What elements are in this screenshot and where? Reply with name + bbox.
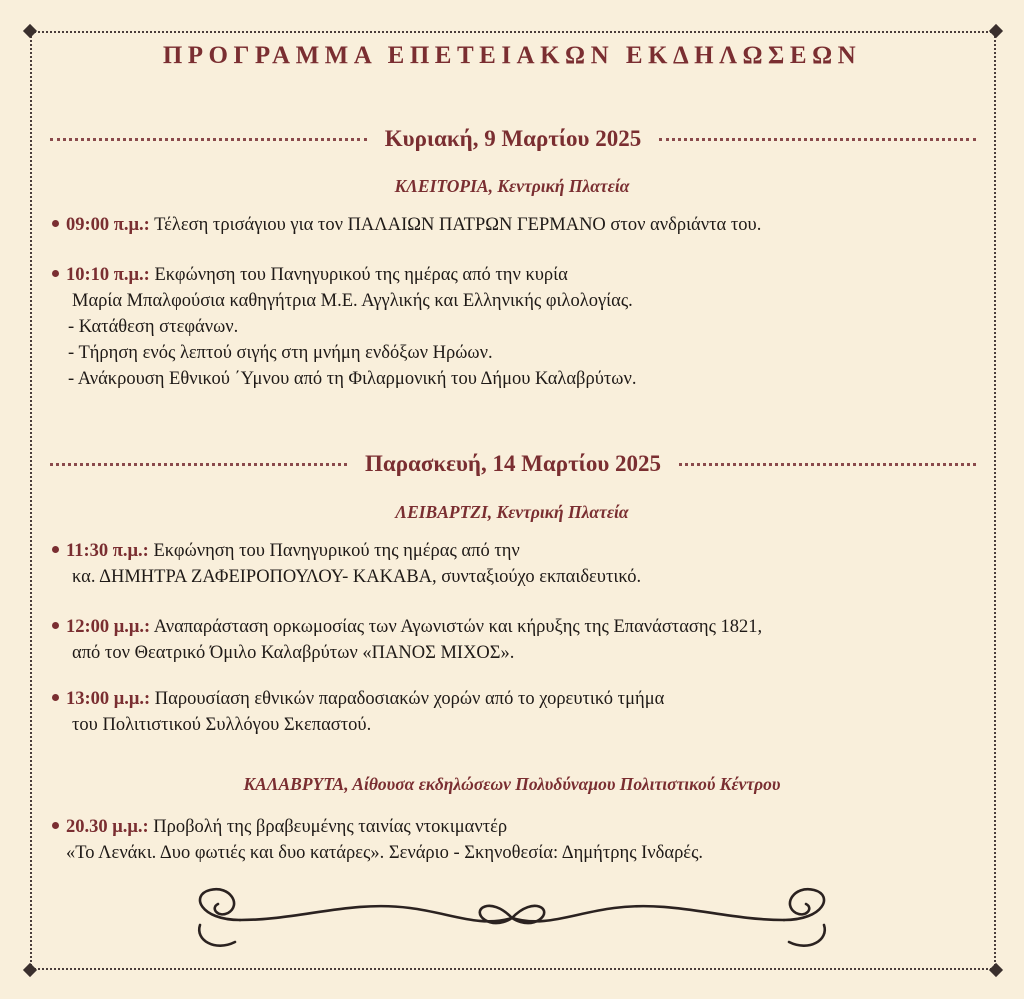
- day-date: Κυριακή, 9 Μαρτίου 2025: [384, 126, 642, 151]
- bullet-icon: [52, 270, 59, 277]
- venue-heading: ΚΛΕΙΤΟΡΙΑ, Κεντρική Πλατεία: [394, 176, 630, 196]
- event-text: Αναπαράσταση ορκωμοσίας των Αγωνιστών και κήρυξης της Επανάστασης 1821,: [153, 617, 763, 637]
- event-time: 13:00 μ.μ.:: [66, 689, 151, 709]
- bullet-icon: [52, 694, 59, 701]
- event-subitem: - Κατάθεση στεφάνων.: [68, 317, 239, 337]
- bullet-icon: [52, 546, 59, 553]
- scroll-flourish-icon: [180, 880, 844, 960]
- divider: [679, 463, 976, 466]
- divider: [50, 138, 367, 141]
- divider: [659, 138, 976, 141]
- bullet-icon: [52, 220, 59, 227]
- schedule-item: [52, 814, 992, 866]
- event-text: Εκφώνηση του Πανηγυρικού της ημέρας από την: [153, 541, 520, 561]
- event-text: «Το Λενάκι. Δυο φωτιές και δυο κατάρες». Σενάριο - Σκηνοθεσία: Δημήτρης Ινδαρές.: [66, 843, 704, 863]
- venue-heading: ΛΕΙΒΑΡΤΖΙ, Κεντρική Πλατεία: [395, 502, 629, 522]
- day-header: [50, 449, 976, 479]
- event-text: Εκφώνηση του Πανηγυρικού της ημέρας από την κυρία: [154, 265, 568, 285]
- event-time: 11:30 π.μ.:: [66, 541, 149, 561]
- day-header: [50, 124, 976, 154]
- event-text: Παρουσίαση εθνικών παραδοσιακών χορών από το χορευτικό τμήμα: [154, 689, 665, 709]
- divider: [50, 463, 347, 466]
- event-time: 20.30 μ.μ.:: [66, 817, 149, 837]
- schedule-item: [52, 262, 992, 392]
- day-date: Παρασκευή, 14 Μαρτίου 2025: [365, 451, 662, 476]
- venue-heading: ΚΑΛΑΒΡΥΤΑ, Αίθουσα εκδηλώσεων Πολυδύναμου Πολιτιστικού Κέντρου: [243, 774, 781, 794]
- event-subitem: - Τήρηση ενός λεπτού σιγής στη μνήμη ενδόξων Ηρώων.: [68, 343, 493, 363]
- schedule-item: [52, 614, 992, 666]
- bullet-icon: [52, 822, 59, 829]
- event-text: κα. ΔΗΜΗΤΡΑ ΖΑΦΕΙΡΟΠΟΥΛΟΥ- ΚΑΚΑΒΑ, συνταξιούχο εκπαιδευτικό.: [72, 567, 642, 587]
- event-time: 09:00 π.μ.:: [66, 215, 150, 235]
- schedule-item: [52, 212, 992, 238]
- schedule-item: [52, 686, 992, 738]
- bullet-icon: [52, 622, 59, 629]
- event-text: Τέλεση τρισάγιου για τον ΠΑΛΑΙΩΝ ΠΑΤΡΩΝ ΓΕΡΜΑΝΟ στον ανδριάντα του.: [154, 215, 762, 235]
- schedule-item: [52, 538, 992, 590]
- event-time: 12:00 μ.μ.:: [66, 617, 151, 637]
- event-text: από τον Θεατρικό Όμιλο Καλαβρύτων «ΠΑΝΟΣ ΜΙΧΟΣ».: [72, 643, 515, 663]
- event-time: 10:10 π.μ.:: [66, 265, 150, 285]
- event-subitem: - Ανάκρουση Εθνικού ΄Υμνου από τη Φιλαρμονική του Δήμου Καλαβρύτων.: [68, 369, 637, 389]
- event-text: Μαρία Μπαλφούσια καθηγήτρια Μ.Ε. Αγγλικής και Ελληνικής φιλολογίας.: [72, 291, 633, 311]
- program-title: ΠΡΟΓΡΑΜΜΑ ΕΠΕΤΕΙΑΚΩΝ ΕΚΔΗΛΩΣΕΩΝ: [162, 42, 862, 69]
- event-text: του Πολιτιστικού Συλλόγου Σκεπαστού.: [72, 715, 372, 735]
- event-text: Προβολή της βραβευμένης ταινίας ντοκιμαντέρ: [153, 817, 508, 837]
